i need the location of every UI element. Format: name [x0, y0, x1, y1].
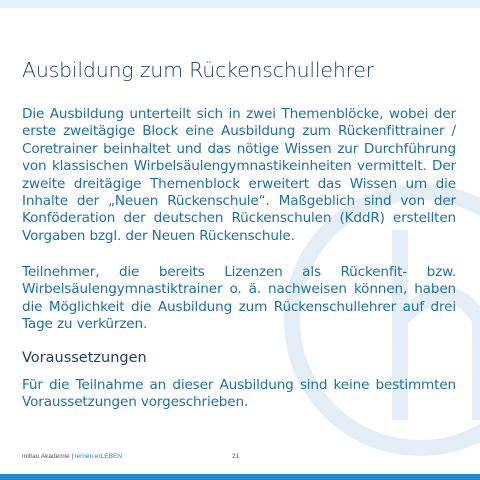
footer-separator: | — [69, 453, 76, 460]
footer-brand: lernen.erLEBEN — [75, 453, 122, 460]
page-number: 21 — [232, 453, 240, 460]
participants-paragraph: Teilnehmer, die bereits Lizenzen als Rückenfit- bzw. Wirbelsäulengymnastiktrainer o. ä. nachweisen können, haben die Möglichkeit die Ausbildung zum Rückenschullehrer auf drei Tage zu verkürzen. — [22, 264, 456, 333]
footer-branding — [22, 453, 122, 460]
top-band — [0, 0, 480, 8]
footer-org: miltau Akademie — [22, 453, 70, 460]
page-title: Ausbildung zum Rückenschullehrer — [22, 58, 375, 82]
requirements-heading: Voraussetzungen — [22, 350, 147, 366]
bottom-band — [0, 474, 480, 480]
requirements-paragraph: Für die Teilnahme an dieser Ausbildung sind keine bestimmten Voraussetzungen vorgeschrieben. — [22, 377, 456, 411]
intro-paragraph: Die Ausbildung unterteilt sich in zwei Themenblöcke, wobei der erste zweitägige Block eine Ausbildung zum Rückenfittrainer / Coretrainer beinhaltet und das nötige Wissen zur Durchführung von klassischen Wirbelsäulengymnastikeinheiten vermittelt. Der zweite dreitägige Themenblock erweitert das Wissen um die Inhalte der „Neuen Rückenschule“. Maßgeblich sind von der Konföderation der deutschen Rückenschulen (KddR) erstellten Vorgaben bzgl. der Neuen Rückenschule. — [22, 106, 456, 244]
